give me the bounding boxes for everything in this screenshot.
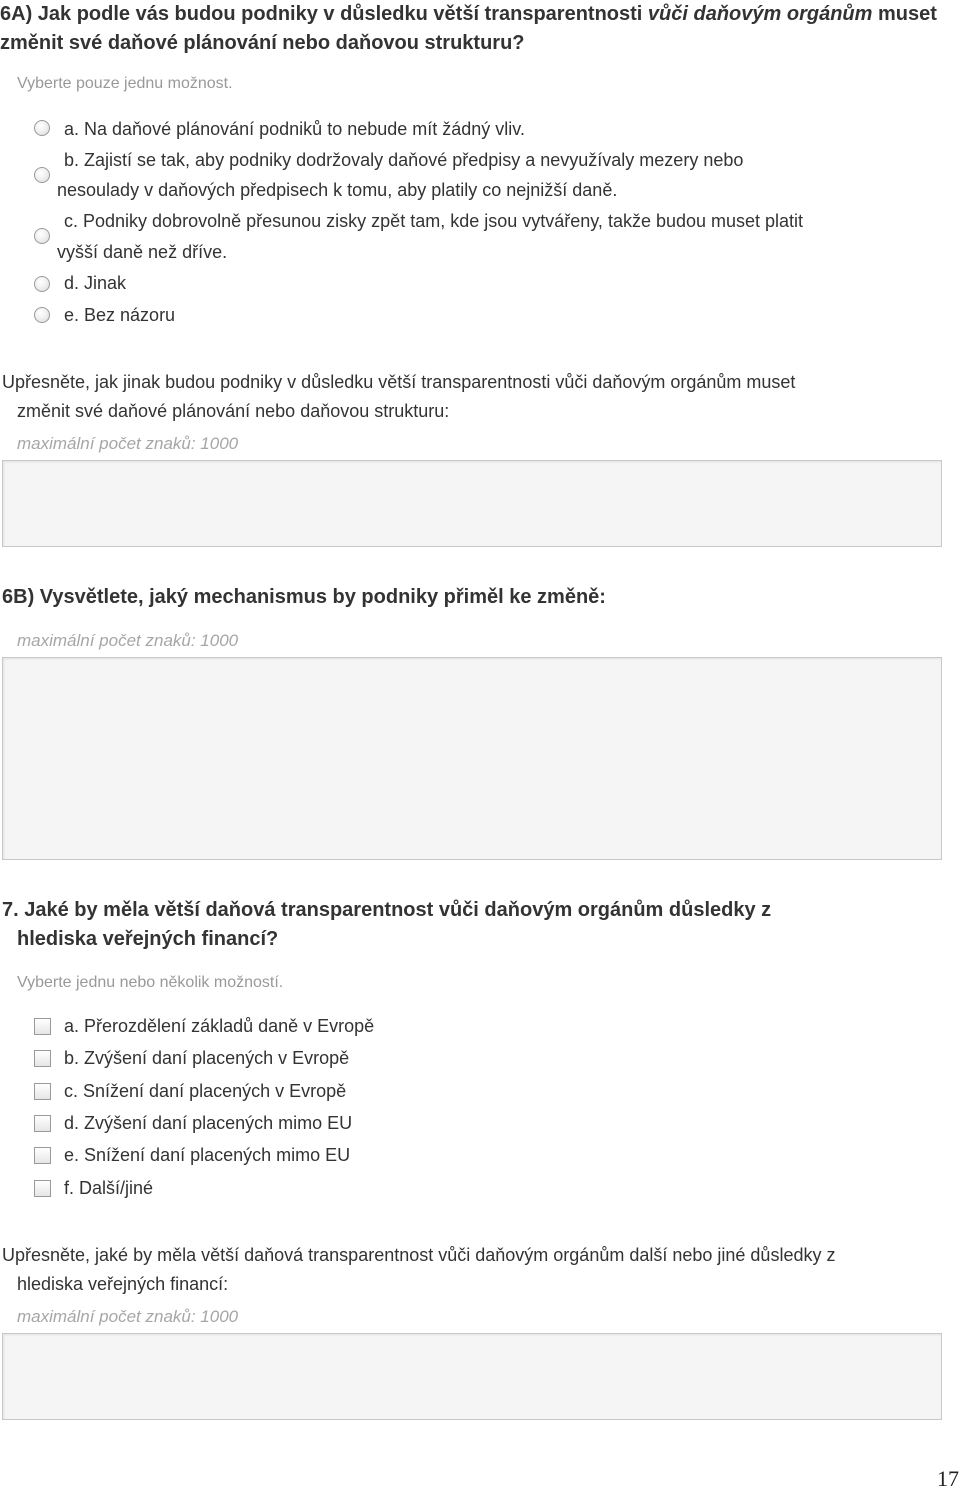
q7-option-f-label: f. Další/jiné (64, 1178, 154, 1198)
q6a-title-part1: 6A) Jak podle vás budou podniky v důsledku větší transparentnosti (0, 3, 648, 25)
option-d-label: d. Jinak (64, 273, 127, 293)
checkbox-option-c[interactable] (34, 1083, 51, 1100)
q7-title-line1: 7. Jaké by měla větší daňová transparentnost vůči daňovým orgánům důsledky z (2, 899, 772, 921)
q7-detail-line1: Upřesněte, jaké by měla větší daňová transparentnost vůči daňovým orgánům další nebo jiné důsledky z (2, 1245, 836, 1265)
option-b-label-cont: nesoulady v daňových předpisech k tomu, aby platily co nejnižší daně. (57, 180, 618, 200)
q6a-detail-textarea[interactable] (2, 460, 942, 547)
q6a-title-italic: vůči daňovým orgánům (647, 3, 873, 25)
option-c-label: c. Podniky dobrovolně přesunou zisky zpět tam, kde jsou vytvářeny, takže budou muset platit (64, 211, 804, 231)
q7-title-line2: hlediska veřejných financí? (17, 928, 279, 950)
checkbox-option-f[interactable] (34, 1180, 51, 1197)
q6a-maxlen: maximální počet znaků: 1000 (17, 434, 239, 453)
q6a-title (0, 0, 950, 58)
checkbox-option-b[interactable] (34, 1050, 51, 1067)
radio-option-e[interactable] (34, 307, 50, 323)
q6b-textarea[interactable] (2, 657, 942, 860)
option-c-label-cont: vyšší daně než dříve. (57, 242, 228, 262)
radio-option-c[interactable] (34, 228, 50, 244)
checkbox-option-a[interactable] (34, 1018, 51, 1035)
q7-hint: Vyberte jednu nebo několik možností. (17, 974, 284, 991)
q6a-title-part2: muset změnit své daňové plánování nebo daňovou strukturu? (0, 3, 937, 54)
checkbox-option-d[interactable] (34, 1115, 51, 1132)
radio-option-b[interactable] (34, 167, 50, 183)
q6a-hint: Vyberte pouze jednu možnost. (17, 75, 233, 92)
q6b-maxlen: maximální počet znaků: 1000 (17, 631, 239, 650)
q6a-detail-line1: Upřesněte, jak jinak budou podniky v důsledku větší transparentnosti vůči daňovým orgánům muset (2, 372, 796, 392)
q7-maxlen: maximální počet znaků: 1000 (17, 1307, 239, 1326)
q6b-title: 6B) Vysvětlete, jaký mechanismus by podniky přiměl ke změně: (2, 586, 606, 608)
radio-option-d[interactable] (34, 276, 50, 292)
page-number: 17 (937, 1466, 959, 1491)
q6a-detail-line2: změnit své daňové plánování nebo daňovou strukturu: (17, 401, 450, 421)
option-a-label: a. Na daňové plánování podniků to nebude mít žádný vliv. (64, 119, 525, 139)
q7-option-c-label: c. Snížení daní placených v Evropě (64, 1081, 347, 1101)
checkbox-option-e[interactable] (34, 1147, 51, 1164)
option-b-label: b. Zajistí se tak, aby podniky dodržovaly daňové předpisy a nevyužívaly mezery nebo (64, 150, 744, 170)
q7-option-b-label: b. Zvýšení daní placených v Evropě (64, 1048, 350, 1068)
q7-detail-line2: hlediska veřejných financí: (17, 1274, 229, 1294)
option-e-label: e. Bez názoru (64, 305, 176, 325)
radio-option-a[interactable] (34, 120, 50, 136)
q7-option-d-label: d. Zvýšení daní placených mimo EU (64, 1113, 353, 1133)
q7-option-e-label: e. Snížení daní placených mimo EU (64, 1145, 351, 1165)
q7-option-a-label: a. Přerozdělení základů daně v Evropě (64, 1016, 375, 1036)
q7-detail-textarea[interactable] (2, 1333, 942, 1420)
